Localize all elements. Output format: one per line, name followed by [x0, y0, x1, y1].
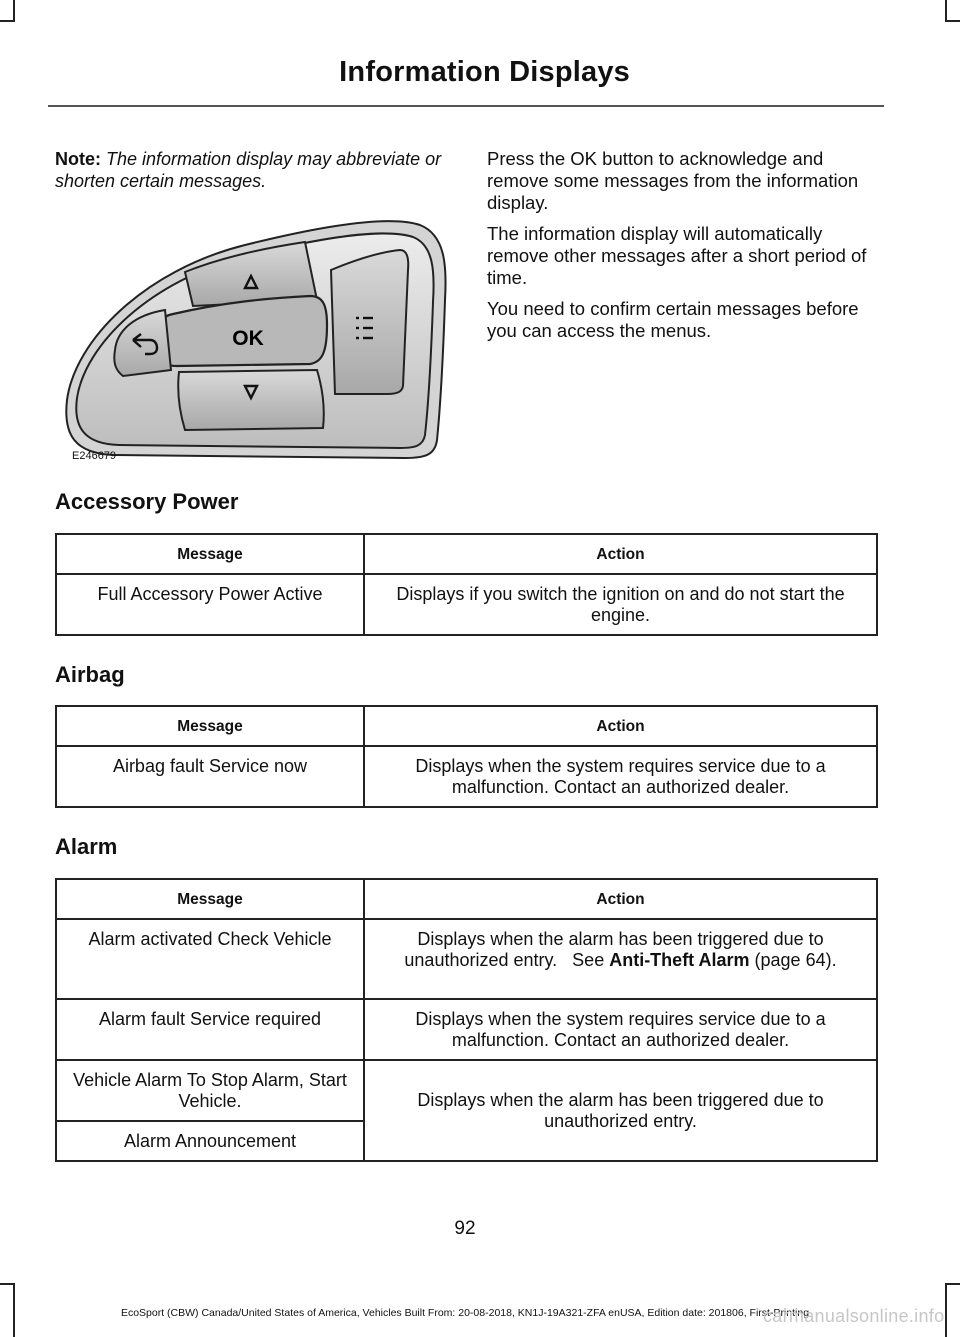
message-cell: Alarm activated Check Vehicle	[56, 919, 364, 999]
message-cell: Alarm Announcement	[56, 1121, 364, 1161]
action-cell: Displays when the alarm has been triggered due to unauthorized entry.	[364, 1060, 877, 1161]
anti-theft-alarm-link[interactable]: Anti-Theft Alarm	[609, 950, 750, 970]
crop-mark	[945, 20, 960, 22]
note-label: Note:	[55, 149, 101, 169]
crop-mark	[945, 0, 947, 22]
message-cell: Alarm fault Service required	[56, 999, 364, 1060]
action-text: Displays when the alarm has been triggered due to unauthorized entry. See	[404, 929, 829, 970]
table-row	[56, 919, 877, 999]
action-cell: Displays when the system requires service due to a malfunction. Contact an authorized dealer.	[364, 746, 877, 807]
ok-label: OK	[232, 327, 264, 350]
steering-wheel-control-illustration	[55, 210, 450, 468]
alarm-table	[55, 878, 878, 1162]
crop-mark	[0, 1283, 15, 1285]
paragraph: You need to confirm certain messages before you can access the menus.	[487, 298, 859, 341]
column-header: Action	[364, 534, 877, 574]
table-header-row	[56, 706, 877, 746]
page-title: Information Displays	[339, 56, 630, 88]
crop-mark	[13, 0, 15, 22]
action-text: (page 64).	[749, 950, 837, 970]
message-cell: Airbag fault Service now	[56, 746, 364, 807]
paragraph: Press the OK button to acknowledge and remove some messages from the information display.	[487, 148, 859, 213]
table-row	[56, 999, 877, 1060]
column-header: Action	[364, 706, 877, 746]
message-cell: Vehicle Alarm To Stop Alarm, Start Vehicle.	[56, 1060, 364, 1121]
accessory-power-table	[55, 533, 878, 636]
page-number: 92	[454, 1218, 476, 1239]
action-cell: Displays when the system requires service due to a malfunction. Contact an authorized dealer.	[364, 999, 877, 1060]
section-heading-accessory-power: Accessory Power	[55, 489, 239, 514]
crop-mark	[945, 1283, 947, 1337]
figure-code: E246679	[72, 450, 117, 462]
table-header-row	[56, 534, 877, 574]
table-row	[56, 1060, 877, 1121]
section-heading-alarm: Alarm	[55, 834, 118, 859]
action-cell	[364, 919, 877, 999]
footer-text: EcoSport (CBW) Canada/United States of America, Vehicles Built From: 20-08-2018, KN1J-19A321-ZFA enUSA, Edition date: 201806, First-Printing	[120, 1307, 810, 1319]
airbag-table	[55, 705, 878, 808]
action-cell: Displays if you switch the ignition on and do not start the engine.	[364, 574, 877, 635]
watermark: carmanualsonline.info	[763, 1306, 945, 1326]
section-heading-airbag: Airbag	[55, 662, 125, 687]
header-divider	[48, 105, 884, 107]
table-row	[56, 746, 877, 807]
right-column	[487, 148, 882, 351]
table-row	[56, 574, 877, 635]
paragraph: The information display will automatically remove other messages after a short period of time.	[487, 223, 867, 288]
message-cell: Full Accessory Power Active	[56, 574, 364, 635]
crop-mark	[0, 20, 15, 22]
column-header: Message	[56, 534, 364, 574]
crop-mark	[945, 1283, 960, 1285]
column-header: Action	[364, 879, 877, 919]
column-header: Message	[56, 706, 364, 746]
note-block	[55, 148, 450, 192]
column-header: Message	[56, 879, 364, 919]
table-header-row	[56, 879, 877, 919]
note-text: The information display may abbreviate or shorten certain messages.	[55, 149, 442, 191]
